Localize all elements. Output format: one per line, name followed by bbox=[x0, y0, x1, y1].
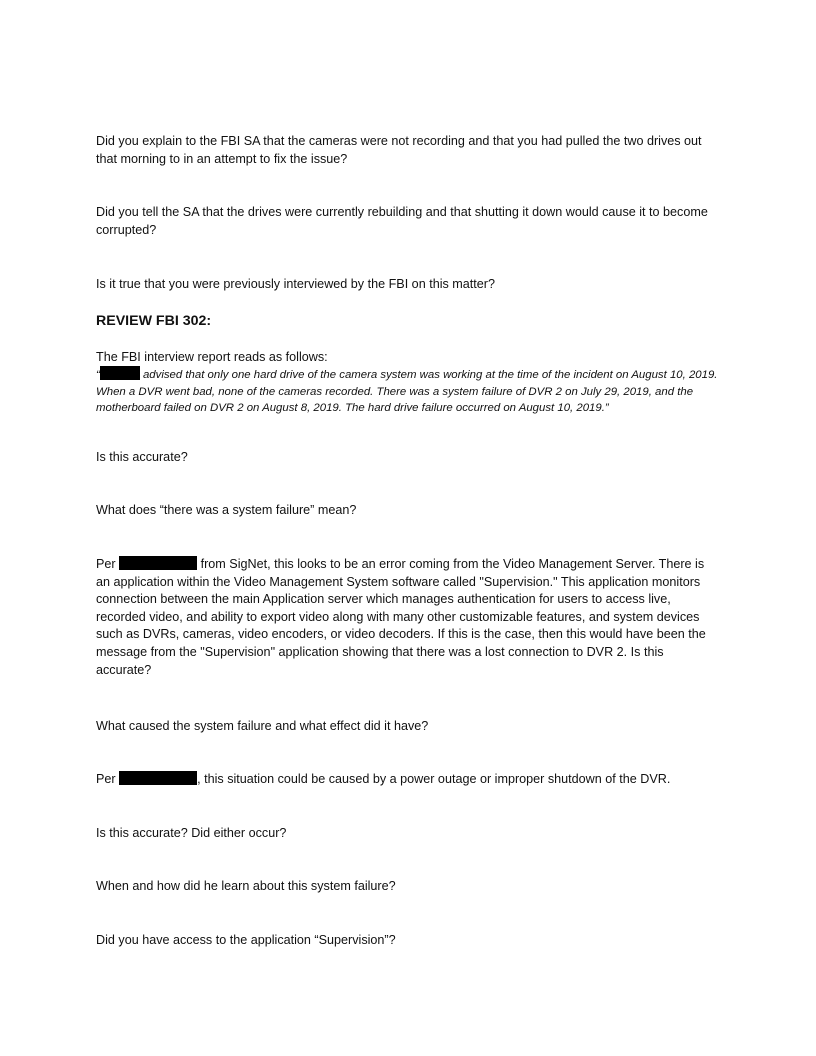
per-prefix: Per bbox=[96, 557, 120, 571]
report-quote bbox=[96, 366, 720, 417]
question-learn-failure: When and how did he learn about this system failure? bbox=[96, 879, 396, 893]
question-accurate-1: Is this accurate? bbox=[96, 450, 188, 464]
question-explain-cameras: Did you explain to the FBI SA that the cameras were not recording and that you had pulled the two drives out that morning to in an attempt to fix the issue? bbox=[96, 134, 702, 166]
quote-body: advised that only one hard drive of the camera system was working at the time of the incident on August 10, 2019. When a DVR went bad, none of the cameras recorded. There was a system failure of DVR 2 on July 29, 2019, and the motherboard failed on DVR 2 on August 8, 2019. The hard drive failure occurred on August 10, 2019.” bbox=[96, 369, 718, 415]
question-cause-effect: What caused the system failure and what effect did it have? bbox=[96, 719, 429, 733]
redaction-box bbox=[100, 366, 140, 380]
power-outage-explanation bbox=[96, 771, 720, 789]
question-either-occur: Is this accurate? Did either occur? bbox=[96, 826, 287, 840]
report-intro: The FBI interview report reads as follows: bbox=[96, 350, 328, 364]
section-heading: REVIEW FBI 302: bbox=[96, 313, 212, 329]
quote-open-mark: “ bbox=[96, 369, 100, 381]
signet-explanation bbox=[96, 556, 720, 679]
redaction-box bbox=[119, 556, 197, 570]
per-prefix: Per bbox=[96, 772, 120, 786]
question-previously-interviewed: Is it true that you were previously interviewed by the FBI on this matter? bbox=[96, 277, 495, 291]
power-outage-text: , this situation could be caused by a power outage or improper shutdown of the DVR. bbox=[197, 772, 671, 786]
redaction-box bbox=[119, 771, 197, 785]
signet-explanation-text: from SigNet, this looks to be an error coming from the Video Management Server. There is an application within the Video Management System software called "Supervision." This application monitors connection between the main Application server which manages authentication for users to access live, recorded video, and ability to export video along with many other customizable features, and system devices such as DVRs, cameras, video encoders, or video decoders. If this is the case, then this would have been the message from the "Supervision" application showing that there was a lost connection to DVR 2. Is this accurate? bbox=[96, 557, 706, 677]
question-supervision-access: Did you have access to the application “Supervision”? bbox=[96, 933, 396, 947]
question-drives-rebuilding: Did you tell the SA that the drives were currently rebuilding and that shutting it down would cause it to become corrupted? bbox=[96, 205, 708, 237]
question-system-failure-meaning: What does “there was a system failure” mean? bbox=[96, 503, 357, 517]
